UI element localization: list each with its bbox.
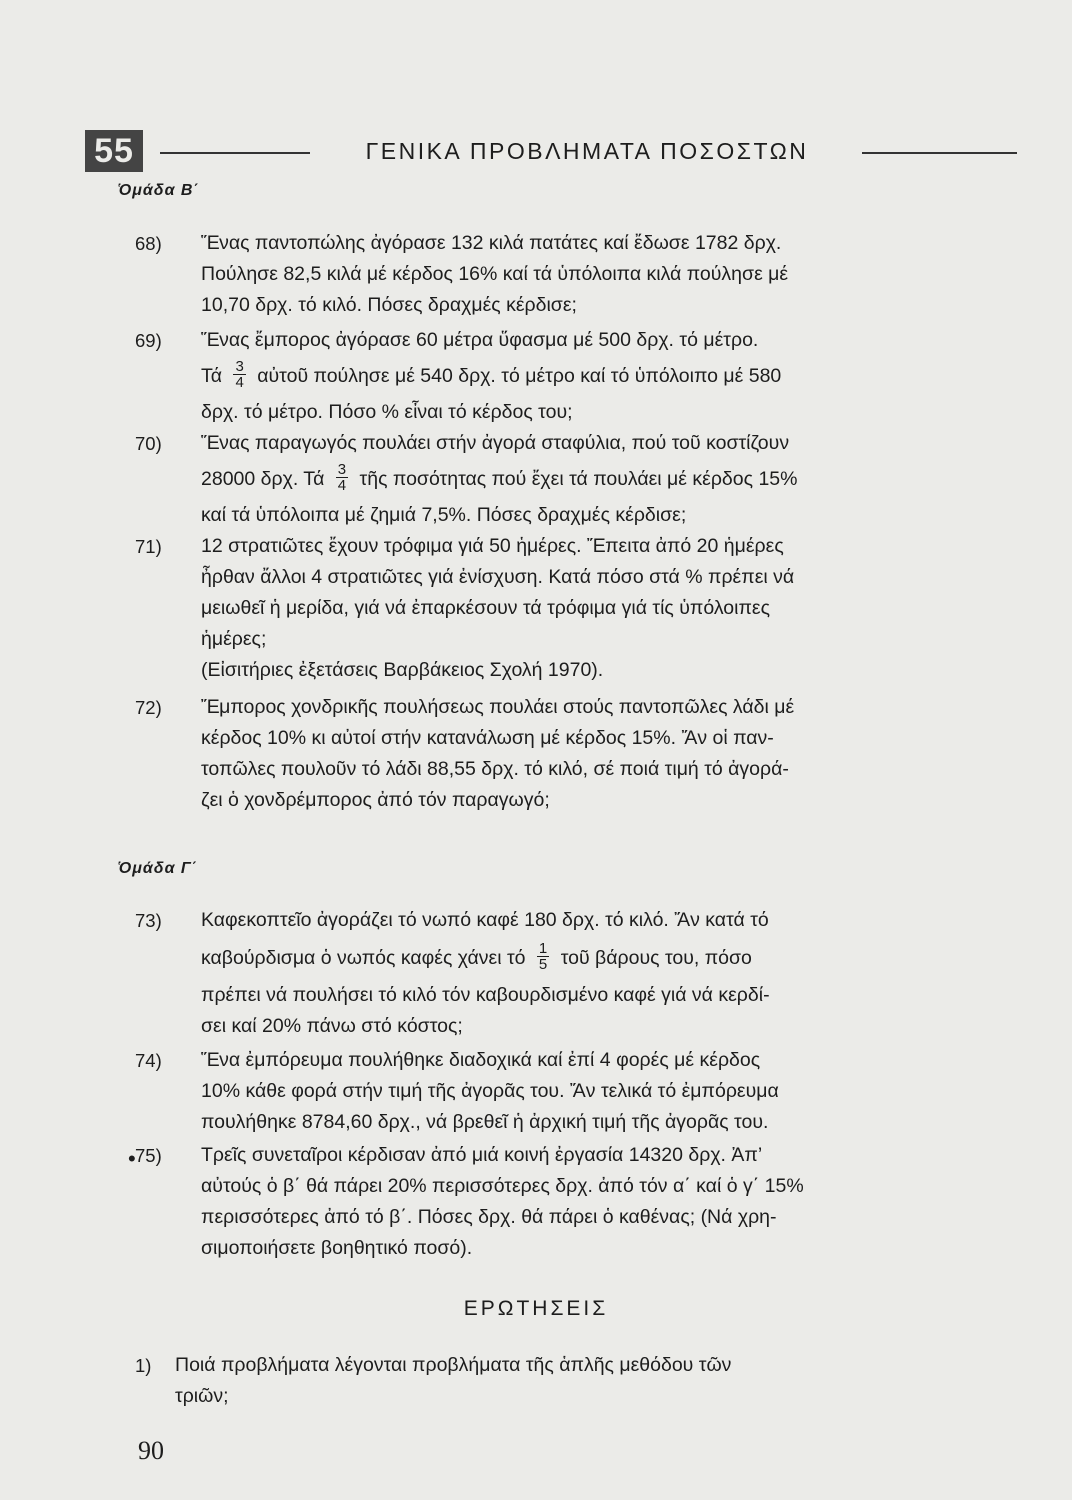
problem-citation: (Εἰσιτήριες ἐξετάσεις Βαρβάκειος Σχολή 1970). bbox=[201, 659, 604, 681]
text-segment: τοῦ βάρους του, πόσο bbox=[560, 947, 752, 969]
text-segment: 28000 δρχ. Τά bbox=[201, 468, 325, 490]
questions-heading: ΕΡΩΤΗΣΕΙΣ bbox=[463, 1297, 609, 1320]
problem-line: πρέπει νά πουλήσει τό κιλό τόν καβουρδισμένο καφέ γιά νά κερδί- bbox=[201, 984, 770, 1006]
group-b-label: Ὁμάδα Β΄ bbox=[118, 182, 200, 199]
problem-line: κέρδος 10% κι αὐτοί στήν κατανάλωση μέ κέρδος 15%. Ἄν οἱ παν- bbox=[201, 727, 774, 749]
problem-line: Ἕνας παραγωγός πουλάει στήν ἀγορά σταφύλια, πού τοῦ κοστίζουν bbox=[201, 432, 790, 454]
problem-line: σιμοποιήσετε βοηθητικό ποσό). bbox=[201, 1237, 473, 1259]
problem-number: 70) bbox=[135, 433, 162, 454]
problem-line-with-fraction bbox=[201, 940, 752, 974]
problem-line: Ἕνας παντοπώλης ἀγόρασε 132 κιλά πατάτες καί ἔδωσε 1782 δρχ. bbox=[201, 232, 782, 254]
chapter-number-badge: 55 bbox=[85, 130, 143, 172]
problem-number: 71) bbox=[135, 536, 162, 557]
fraction-numerator: 1 bbox=[538, 940, 548, 958]
fraction-numerator: 3 bbox=[235, 358, 244, 376]
fraction-denominator: 4 bbox=[337, 477, 347, 495]
question-line: τριῶν; bbox=[175, 1385, 229, 1407]
problem-line-with-fraction bbox=[201, 358, 782, 392]
fraction-numerator: 3 bbox=[337, 461, 347, 479]
problem-line-with-fraction bbox=[201, 461, 798, 495]
problem-line: μειωθεῖ ἡ μερίδα, γιά νά ἐπαρκέσουν τά τρόφιμα γιά τίς ὑπόλοιπες bbox=[201, 597, 771, 619]
problem-line: Πούλησε 82,5 κιλά μέ κέρδος 16% καί τά ὑπόλοιπα κιλά πούλησε μέ bbox=[201, 263, 789, 285]
text-segment: Τά bbox=[201, 365, 223, 387]
problem-line: ἡμέρες; bbox=[201, 628, 267, 650]
problem-number: 75) bbox=[135, 1145, 162, 1166]
problem-number: 69) bbox=[135, 330, 162, 351]
group-c-label: Ὁμάδα Γ΄ bbox=[118, 860, 199, 877]
problem-line: Ἔμπορος χονδρικῆς πουλήσεως πουλάει στούς παντοπῶλες λάδι μέ bbox=[201, 696, 795, 718]
header-rule-left bbox=[160, 152, 310, 154]
fraction bbox=[233, 359, 245, 390]
text-segment: αὐτοῦ πούλησε μέ 540 δρχ. τό μέτρο καί τό ὑπόλοιπο μέ 580 bbox=[257, 365, 782, 387]
fraction-denominator: 4 bbox=[235, 374, 244, 392]
problem-line: 10% κάθε φορά στήν τιμή τῆς ἀγορᾶς του. Ἄν τελικά τό ἐμπόρευμα bbox=[201, 1080, 779, 1102]
fraction-denominator: 5 bbox=[538, 956, 548, 974]
problem-line: ζει ὁ χονδρέμπορος ἀπό τόν παραγωγό; bbox=[201, 789, 550, 811]
problem-line: Ἕνας ἔμπορος ἀγόρασε 60 μέτρα ὕφασμα μέ 500 δρχ. τό μέτρο. bbox=[201, 329, 759, 351]
text-segment: καβούρδισμα ὁ νωπός καφές χάνει τό bbox=[201, 947, 526, 969]
problem-line: Τρεῖς συνεταῖροι κέρδισαν ἀπό μιά κοινή ἐργασία 14320 δρχ. Ἀπ’ bbox=[201, 1144, 763, 1166]
problem-line: δρχ. τό μέτρο. Πόσο % εἶναι τό κέρδος του; bbox=[201, 401, 573, 423]
problem-number: 74) bbox=[135, 1050, 162, 1071]
problem-number: 73) bbox=[135, 910, 162, 931]
problem-line: τοπῶλες πουλοῦν τό λάδι 88,55 δρχ. τό κιλό, σέ ποιά τιμή τό ἀγορά- bbox=[201, 758, 789, 780]
problem-line: Καφεκοπτεῖο ἀγοράζει τό νωπό καφέ 180 δρχ. τό κιλό. Ἄν κατά τό bbox=[201, 909, 769, 931]
problem-line: περισσότερες ἀπό τό β΄. Πόσες δρχ. θά πάρει ὁ καθένας; (Νά χρη- bbox=[201, 1206, 777, 1228]
question-number: 1) bbox=[135, 1355, 152, 1376]
problem-line: καί τά ὑπόλοιπα μέ ζημιά 7,5%. Πόσες δραχμές κέρδισε; bbox=[201, 504, 687, 526]
problem-line: 12 στρατιῶτες ἔχουν τρόφιμα γιά 50 ἡμέρες. Ἔπειτα ἀπό 20 ἡμέρες bbox=[201, 535, 784, 557]
text-segment: τῆς ποσότητας πού ἔχει τά πουλάει μέ κέρδος 15% bbox=[359, 468, 798, 490]
question-line: Ποιά προβλήματα λέγονται προβλήματα τῆς ἁπλῆς μεθόδου τῶν bbox=[175, 1354, 732, 1376]
problem-line: 10,70 δρχ. τό κιλό. Πόσες δραχμές κέρδισε; bbox=[201, 294, 577, 316]
bullet-mark: • bbox=[128, 1146, 136, 1171]
page-number: 90 bbox=[138, 1436, 164, 1465]
problem-line: ἦρθαν ἄλλοι 4 στρατιῶτες γιά ἐνίσχυση. Κατά πόσο στά % πρέπει νά bbox=[201, 566, 795, 588]
problem-line: πουλήθηκε 8784,60 δρχ., νά βρεθεῖ ἡ ἀρχική τιμή τῆς ἀγορᾶς του. bbox=[201, 1111, 769, 1133]
fraction bbox=[537, 941, 549, 972]
problem-line: σει καί 20% πάνω στό κόστος; bbox=[201, 1015, 463, 1037]
chapter-title: ΓΕΝΙΚΑ ΠΡΟΒΛΗΜΑΤΑ ΠΟΣΟΣΤΩΝ bbox=[365, 138, 809, 164]
fraction bbox=[336, 462, 348, 493]
problem-line: αὐτούς ὁ β΄ θά πάρει 20% περισσότερες δρχ. ἀπό τόν α΄ καί ὁ γ΄ 15% bbox=[201, 1175, 804, 1197]
header-rule-right bbox=[862, 152, 1017, 154]
problem-number: 68) bbox=[135, 233, 162, 254]
problem-line: Ἕνα ἐμπόρευμα πουλήθηκε διαδοχικά καί ἐπί 4 φορές μέ κέρδος bbox=[201, 1049, 761, 1071]
problem-number: 72) bbox=[135, 697, 162, 718]
